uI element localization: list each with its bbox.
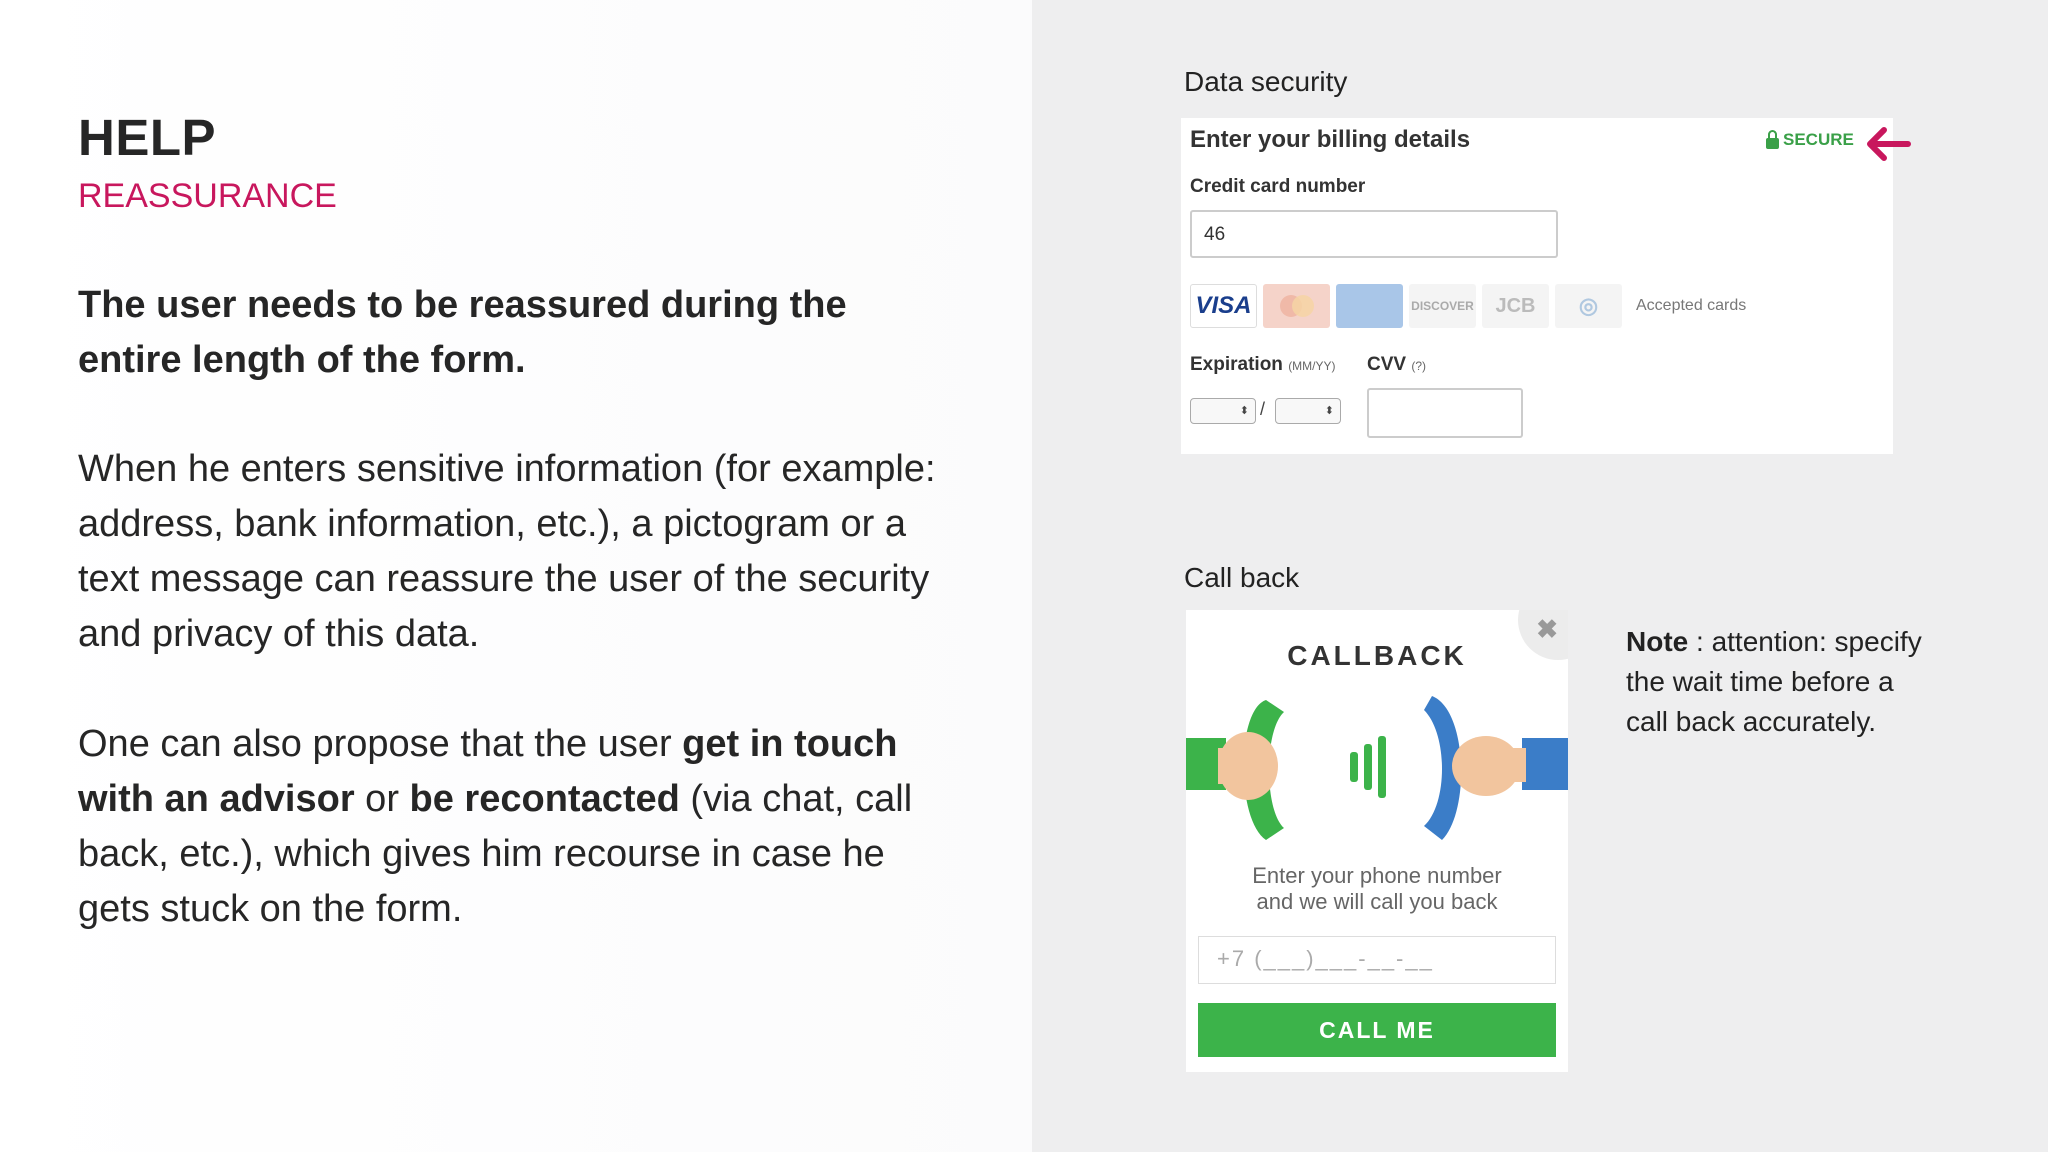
callback-description	[1186, 863, 1568, 915]
expiration-label-text: Expiration	[1190, 354, 1283, 375]
paragraph-advisor	[78, 717, 958, 937]
expiration-slash: /	[1260, 399, 1266, 419]
discover-card-icon: DISCOVER	[1409, 284, 1476, 328]
diners-card-icon: ◎	[1555, 284, 1622, 328]
call-me-button[interactable]: CALL ME	[1198, 1003, 1556, 1057]
callback-description-line1: Enter your phone number	[1252, 863, 1502, 888]
visa-card-icon: VISA	[1190, 284, 1257, 328]
secure-badge-text: SECURE	[1783, 130, 1854, 149]
lock-icon	[1766, 138, 1779, 149]
secure-badge	[1766, 130, 1854, 150]
mastercard-card-icon	[1263, 284, 1330, 328]
expiration-label	[1190, 354, 1336, 376]
expiration-hint: (MM/YY)	[1288, 359, 1336, 373]
cvv-hint: (?)	[1411, 359, 1427, 373]
note-text	[1626, 622, 1926, 742]
credit-card-input[interactable]: 46	[1190, 210, 1558, 258]
slide-subtitle: REASSURANCE	[78, 177, 337, 215]
paragraph-sensitive-info: When he enters sensitive information (for example: address, bank information, etc.), a pictogram or a text message can reassure the user of the security and privacy of this data.	[78, 448, 936, 655]
callback-widget-screenshot	[1186, 610, 1568, 1072]
expiration-year-select[interactable]: ⬍	[1275, 398, 1341, 424]
paragraph-intro: The user needs to be reassured during the entire length of the form.	[78, 284, 847, 381]
phone-hands-illustration	[1186, 690, 1568, 850]
accepted-cards-row	[1190, 284, 1746, 328]
note-body: : attention: specify the wait time before a call back accurately.	[1626, 626, 1922, 737]
pointer-arrow-icon	[1864, 124, 1912, 164]
cvv-label	[1367, 354, 1426, 376]
jcb-card-icon: JCB	[1482, 284, 1549, 328]
billing-form-screenshot	[1181, 118, 1893, 454]
billing-form-title: Enter your billing details	[1190, 126, 1471, 153]
cvv-label-text: CVV	[1367, 354, 1407, 375]
amex-card-icon	[1336, 284, 1403, 328]
p3-bold-advisor: get in touch with an advisor	[78, 723, 898, 820]
p3-text-c: or	[354, 778, 410, 820]
phone-number-input[interactable]: +7 (___)___-__-__	[1198, 936, 1556, 984]
note-bold: Note	[1626, 626, 1689, 657]
p3-text-e: (via chat, call back, etc.), which gives him recourse in case he gets stuck on the form.	[78, 778, 913, 930]
cvv-input[interactable]	[1367, 388, 1523, 438]
data-security-label: Data security	[1184, 66, 1348, 97]
slide-title: HELP	[78, 109, 217, 166]
p3-text-a: One can also propose that the user	[78, 723, 683, 765]
accepted-cards-text: Accepted cards	[1636, 297, 1747, 314]
callback-description-line2: and we will call you back	[1256, 889, 1498, 914]
credit-card-label: Credit card number	[1190, 176, 1366, 197]
close-icon[interactable]: ✖	[1536, 614, 1558, 644]
p3-bold-recontacted: be recontacted	[409, 778, 680, 820]
expiration-month-select[interactable]: ⬍	[1190, 398, 1256, 424]
call-back-label: Call back	[1184, 562, 1300, 593]
callback-title: CALLBACK	[1287, 640, 1467, 671]
